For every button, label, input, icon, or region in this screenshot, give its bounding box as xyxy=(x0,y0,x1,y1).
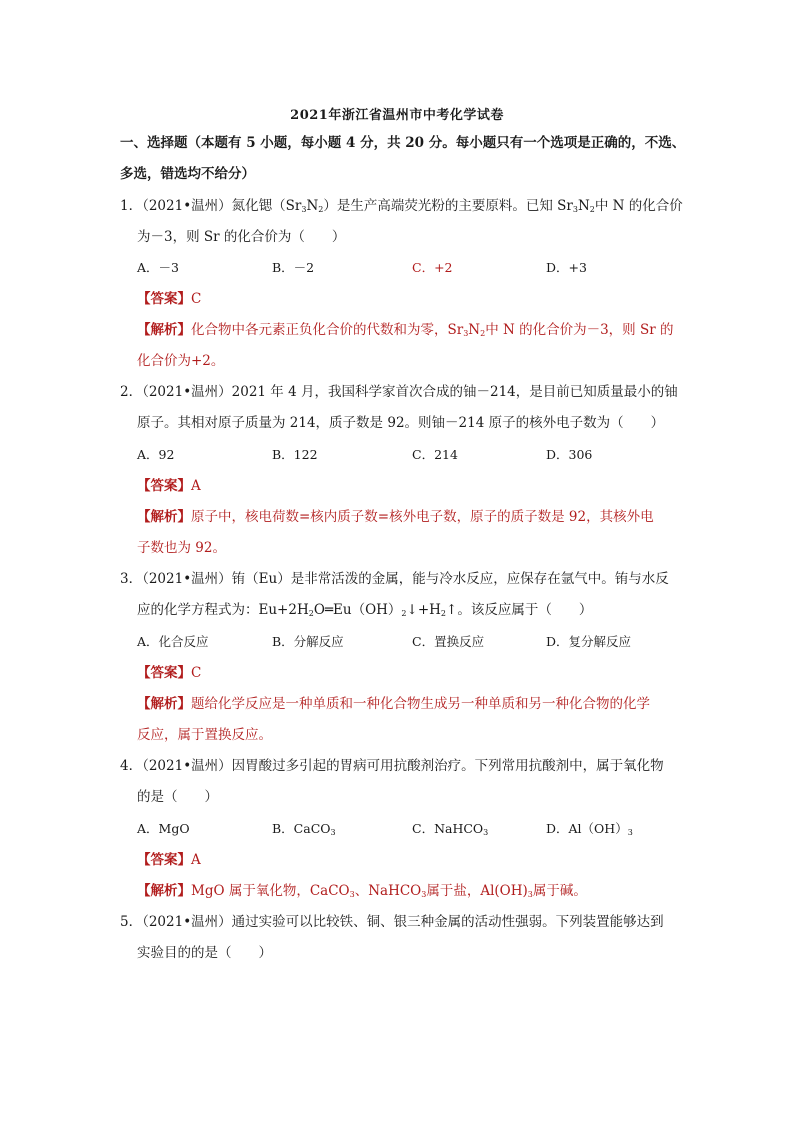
q3-option-c: C．置换反应 xyxy=(412,634,485,649)
q4-option-b: B．CaCO$_3$ xyxy=(272,821,336,837)
q3-analysis-line1: 【解析】题给化学反应是一种单质和一种化合物生成另一种单质和另一种化合物的化学 xyxy=(137,696,650,712)
section-heading-line1: 一、选择题（本题有 5 小题，每小题 4 分，共 20 分。每小题只有一个选项是正确的，不选、 xyxy=(120,135,686,151)
q2-stem-line1: 2．（2021•温州）2021 年 4 月，我国科学家首次合成的铀－214，是目前已知质量最小的铀 xyxy=(120,384,678,400)
q2-option-b: B．122 xyxy=(272,447,318,462)
q2-stem-line2: 原子。其相对原子质量为 214，质子数是 92。则铀－214 原子的核外电子数为（ ） xyxy=(137,415,665,431)
document-title: 2021年浙江省温州市中考化学试卷 xyxy=(290,108,504,123)
q1-option-b: B．－2 xyxy=(272,260,315,275)
q1-option-a: A．－3 xyxy=(137,260,179,275)
q4-stem-line2: 的是（ ） xyxy=(137,789,218,805)
q1-analysis-line2: 化合价为+2。 xyxy=(137,353,225,369)
q2-option-c: C．214 xyxy=(412,447,458,462)
q3-stem-line2: 应的化学方程式为：$Eu+2H_2O═Eu(OH)_2↓+H_2↑$。该反应属于（ ） xyxy=(137,602,593,618)
q3-answer: 【答案】C xyxy=(137,665,202,681)
q2-option-a: A．92 xyxy=(137,447,175,462)
q1-option-d: D．+3 xyxy=(546,260,587,275)
q4-analysis-line1: 【解析】MgO 属于氧化物，CaCO$_3$、NaHCO$_3$属于盐，$Al(OH)_3$属于碱。 xyxy=(137,883,587,899)
q4-option-c: C．NaHCO$_3$ xyxy=(412,821,489,837)
q2-answer: 【答案】A xyxy=(137,478,201,494)
q4-answer: 【答案】A xyxy=(137,852,201,868)
q2-analysis-line1: 【解析】原子中，核电荷数=核内质子数=核外电子数，原子的质子数是 92，其核外电 xyxy=(137,509,654,525)
q4-option-a: A．MgO xyxy=(137,821,190,836)
q1-answer: 【答案】C xyxy=(137,291,202,307)
q3-analysis-line2: 反应，属于置换反应。 xyxy=(137,727,272,743)
section-heading-line2: 多选，错选均不给分） xyxy=(120,166,255,182)
q2-analysis-line2: 子数也为 92。 xyxy=(137,540,226,556)
q3-stem-line1: 3．（2021•温州）铕（Eu）是非常活泼的金属，能与冷水反应，应保存在氩气中。铕与水反 xyxy=(120,571,669,587)
q3-option-d: D．复分解反应 xyxy=(546,634,632,649)
q4-option-d: D．$Al(OH)_3$ xyxy=(546,821,633,837)
q3-option-a: A．化合反应 xyxy=(137,634,209,649)
q2-option-d: D．306 xyxy=(546,447,593,462)
q1-analysis-line1: 【解析】化合物中各元素正负化合价的代数和为零，$Sr_3N_2$中 N 的化合价为－3，则 Sr 的 xyxy=(137,322,674,338)
q1-stem-line1: 1．（2021•温州）氮化锶$(Sr_3N_2)$是生产高端荧光粉的主要原料。已知 $Sr_3N_2$中 N 的化合价 xyxy=(120,198,683,214)
q1-stem-line2: 为－3，则 Sr 的化合价为（ ） xyxy=(137,229,346,245)
q5-stem-line1: 5．（2021•温州）通过实验可以比较铁、铜、银三种金属的活动性强弱。下列装置能够达到 xyxy=(120,914,664,930)
q5-stem-line2: 实验目的的是（ ） xyxy=(137,945,272,961)
q4-stem-line1: 4．（2021•温州）因胃酸过多引起的胃病可用抗酸剂治疗。下列常用抗酸剂中，属于氧化物 xyxy=(120,758,664,774)
q3-option-b: B．分解反应 xyxy=(272,634,344,649)
q1-option-c: C．+2 xyxy=(412,260,453,275)
